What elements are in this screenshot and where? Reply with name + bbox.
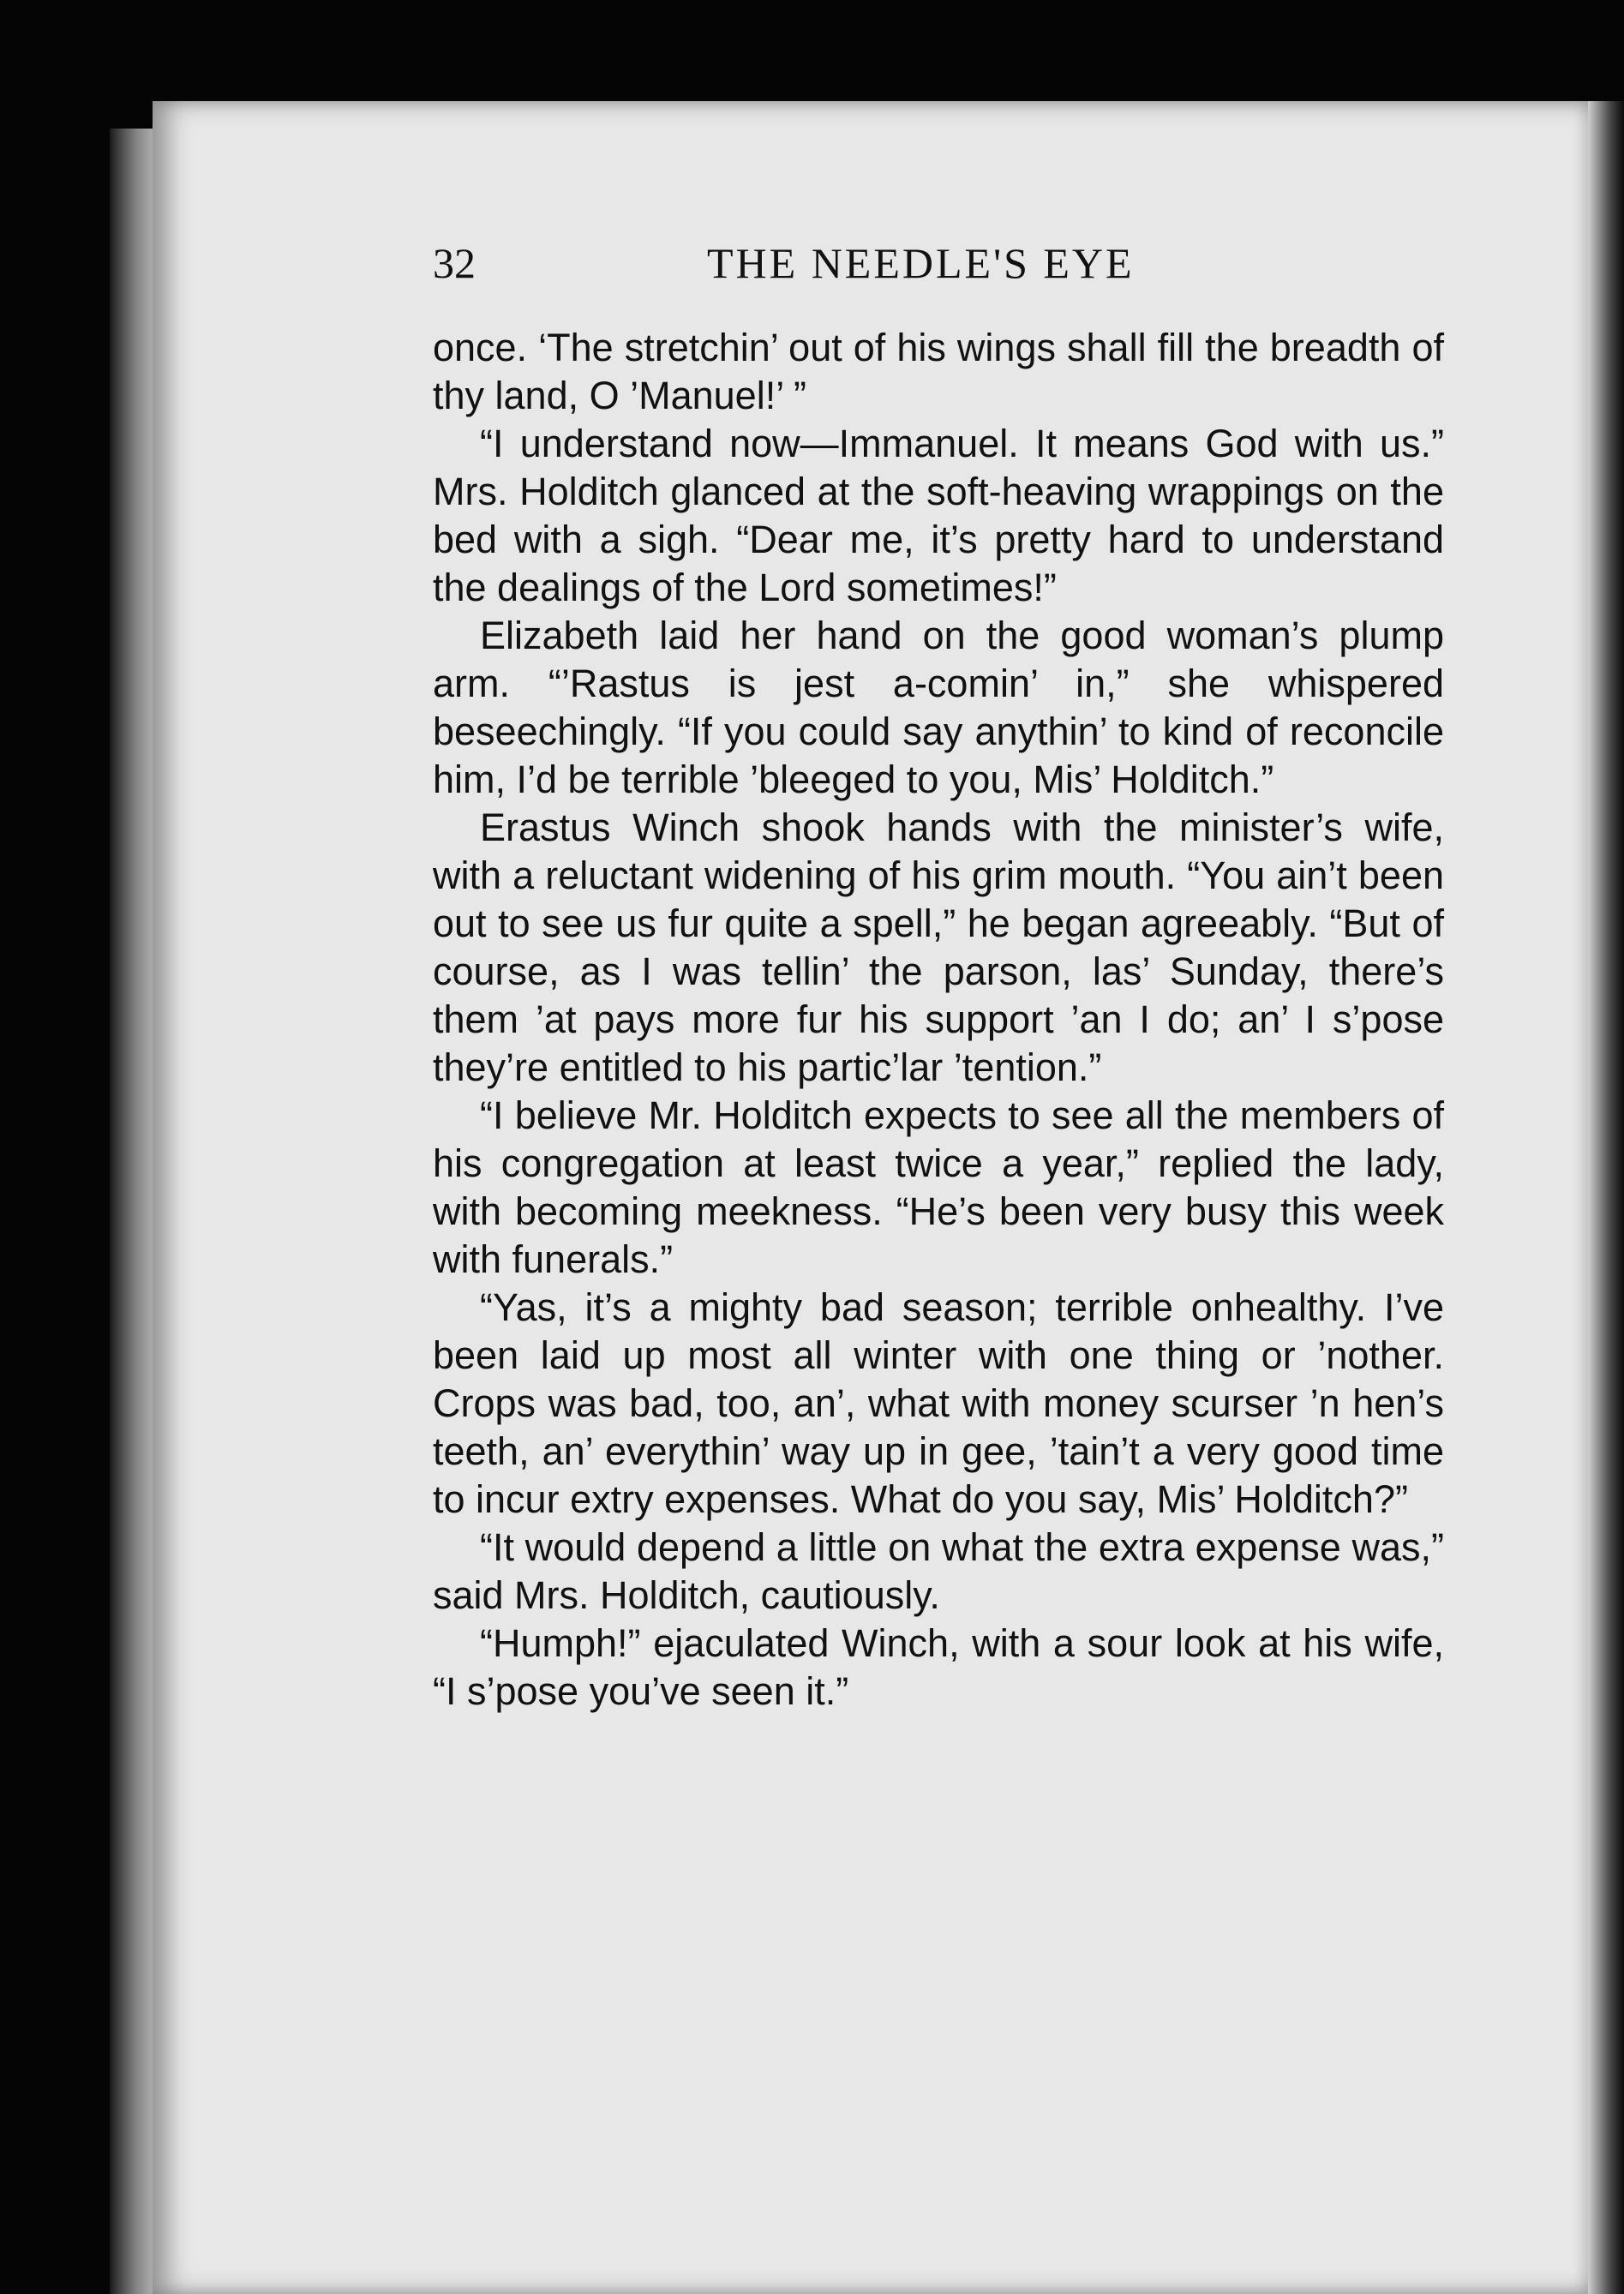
paragraph: “Humph!” ejaculated Winch, with a sour look at his wife, “I s’pose you’ve seen it.”: [433, 1621, 1444, 1713]
paragraph: once. ‘The stretchin’ out of his wings shall fill the breadth of thy land, O ’Manuel!’ ”: [433, 326, 1444, 417]
paragraph: Elizabeth laid her hand on the good woman’s plump arm. “’Rastus is jest a-comin’ in,” she whispered beseechingly. “If you could say anythin’ to kind of reconcile him, I’d be terrible ’bleeged to you, Mis’ Holditch.”: [433, 614, 1444, 801]
paragraph: “I understand now—Immanuel. It means God with us.” Mrs. Holditch glanced at the soft-heaving wrappings on the bed with a sigh. “Dear me, it’s pretty hard to understand the dealings of the Lord sometimes!”: [433, 422, 1444, 609]
page-number: 32: [433, 239, 476, 287]
body-text: [433, 324, 1444, 1716]
running-head: THE NEEDLE'S EYE: [707, 239, 1135, 287]
paragraph: Erastus Winch shook hands with the minister’s wife, with a reluctant widening of his grim mouth. “You ain’t been out to see us fur quite a spell,” he began agreeably. “But of course, as I was tellin’ the parson, las’ Sunday, there’s them ’at pays more fur his support ’an I do; an’ I s’pose they’re entitled to his partic’lar ’tention.”: [433, 806, 1444, 1089]
paragraph: “I believe Mr. Holditch expects to see all the members of his congregation at least twice a year,” replied the lady, with becoming meekness. “He’s been very busy this week with funerals.”: [433, 1093, 1444, 1281]
paragraph: “It would depend a little on what the extra expense was,” said Mrs. Holditch, cautiously.: [433, 1525, 1444, 1617]
page-header: [433, 233, 1444, 302]
paragraph: “Yas, it’s a mighty bad season; terrible onhealthy. I’ve been laid up most all winter with one thing or ’nother. Crops was bad, too, an’, what with money scurser ’n hen’s teeth, an’ everythin’ way up in gee, ’tain’t a very good time to incur extry expenses. What do you say, Mis’ Holditch?”: [433, 1285, 1444, 1521]
page-edge-shadow: [1588, 101, 1624, 2294]
